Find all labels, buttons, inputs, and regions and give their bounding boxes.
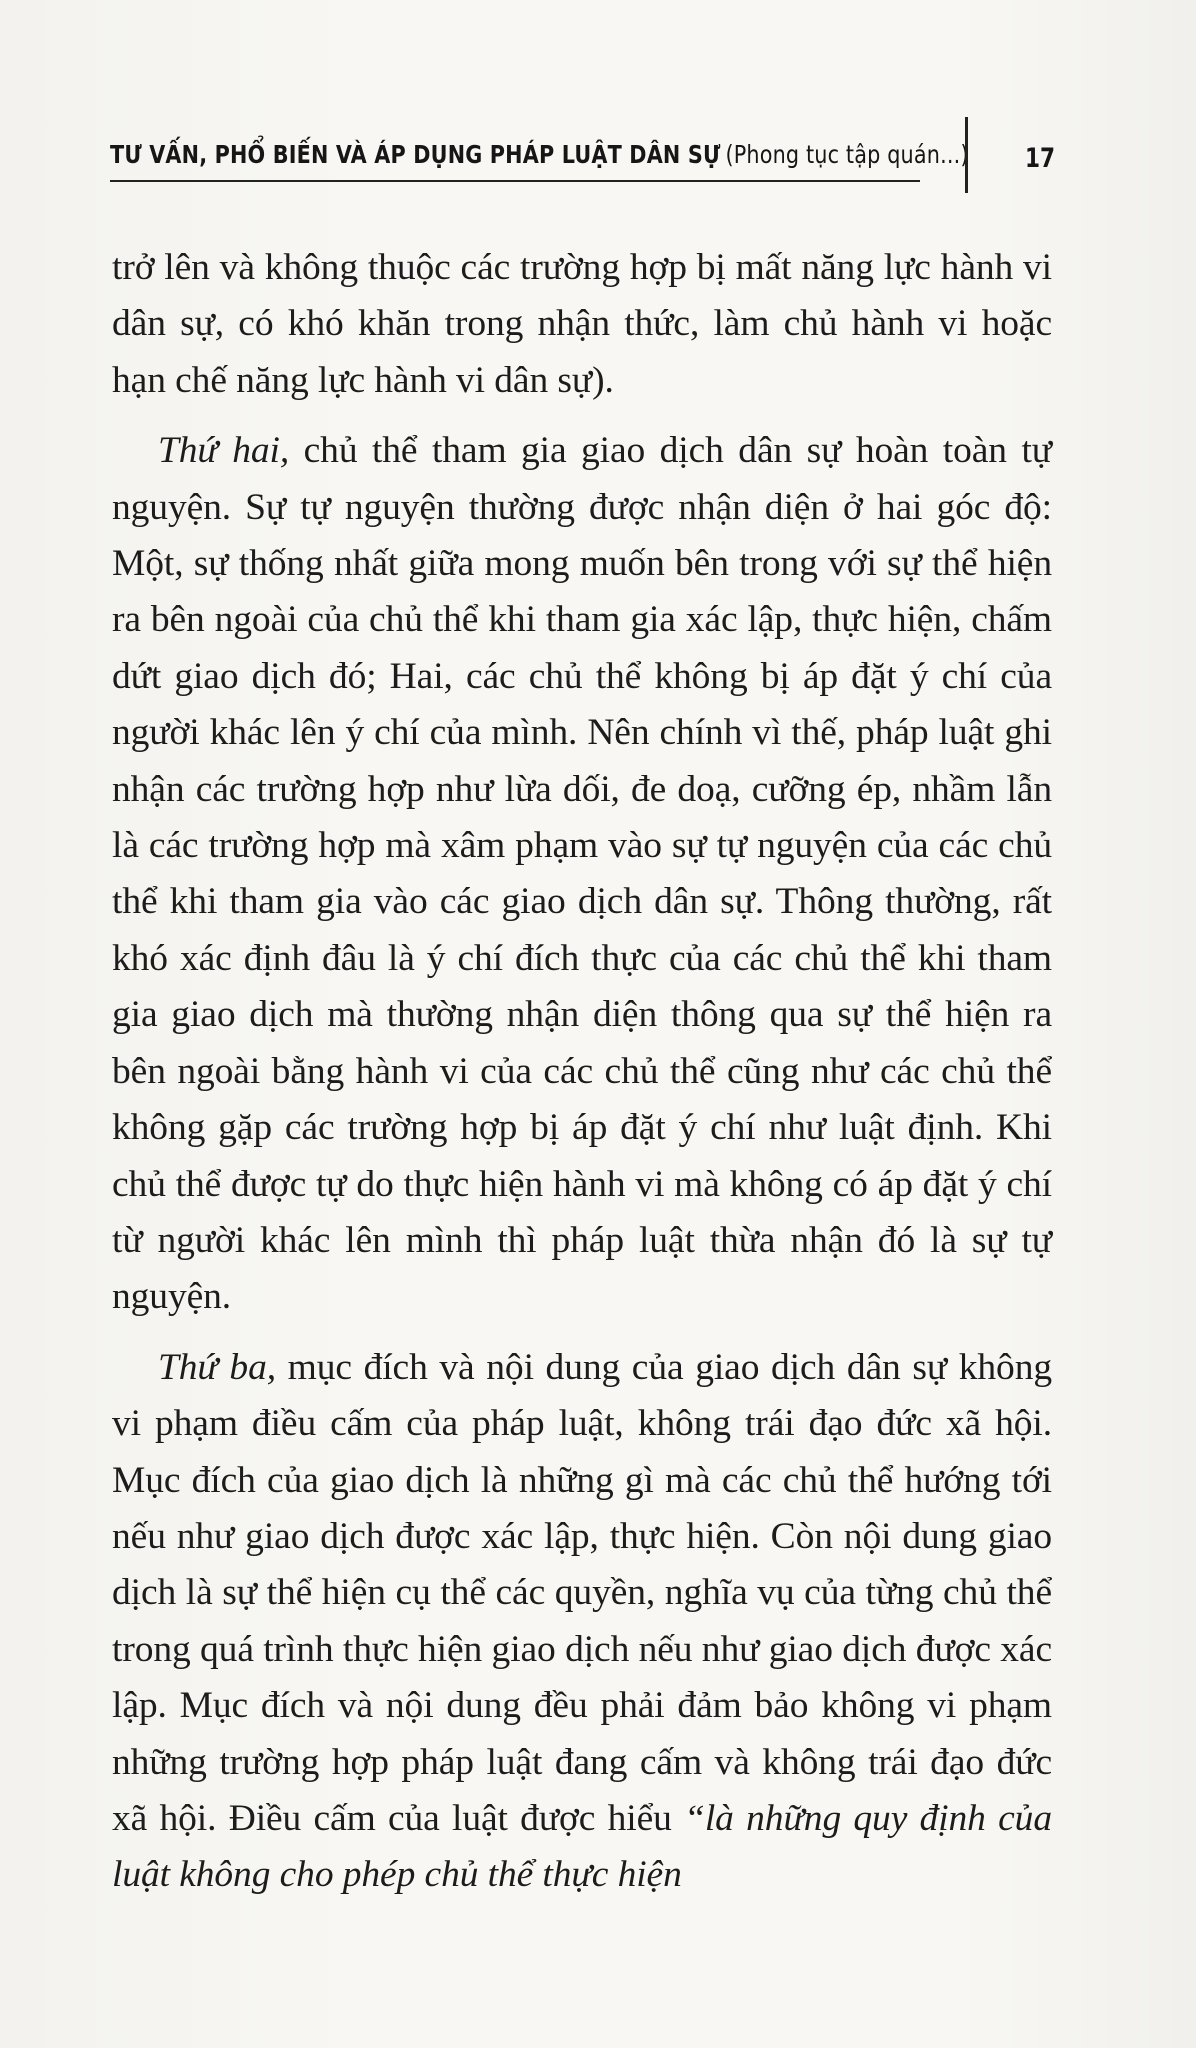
body-text <box>112 240 1052 1904</box>
paragraph-continuation <box>112 240 1052 409</box>
header-vertical-bar <box>965 117 968 193</box>
paragraph-lead: Thứ hai, <box>158 430 290 472</box>
running-title-subtitle: (Phong tục tập quán...) <box>725 140 969 169</box>
paragraph-thu-hai <box>112 423 1052 1326</box>
paragraph-quote: “là những quy định của luật không cho phép chủ thể thực hiện <box>112 1797 1052 1896</box>
header-rule <box>110 180 920 182</box>
paragraph-text: mục đích và nội dung của giao dịch dân sự không vi phạm điều cấm của pháp luật, không trái đạo đức xã hội. Mục đích của giao dịch là những gì mà các chủ thể hướng tới nếu như giao dịch được xác lập, thực hiện. Còn nội dung giao dịch là sự thể hiện cụ thể các quyền, nghĩa vụ của từng chủ thể trong quá trình thực hiện giao dịch nếu như giao dịch được xác lập. Mục đích và nội dung đều phải đảm bảo không vi phạm những trường hợp pháp luật đang cấm và không trái đạo đức xã hội. Điều cấm của luật được hiểu <box>112 1346 1052 1839</box>
running-title-caps: TƯ VẤN, PHỔ BIẾN VÀ ÁP DỤNG PHÁP LUẬT DÂN SỰ <box>110 140 721 169</box>
paragraph-text: trở lên và không thuộc các trường hợp bị mất năng lực hành vi dân sự, có khó khăn trong nhận thức, làm chủ hành vi hoặc hạn chế năng lực hành vi dân sự). <box>112 247 1052 401</box>
page-number: 17 <box>1025 143 1056 174</box>
paragraph-thu-ba <box>112 1340 1052 1904</box>
paragraph-lead: Thứ ba, <box>158 1346 276 1388</box>
paragraph-text: chủ thể tham gia giao dịch dân sự hoàn toàn tự nguyện. Sự tự nguyện thường được nhận diện ở hai góc độ: Một, sự thống nhất giữa mong muốn bên trong với sự thể hiện ra bên ngoài của chủ thể khi tham gia xác lập, thực hiện, chấm dứt giao dịch đó; Hai, các chủ thể không bị áp đặt ý chí của người khác lên ý chí của mình. Nên chính vì thế, pháp luật ghi nhận các trường hợp như lừa dối, đe doạ, cưỡng ép, nhầm lẫn là các trường hợp mà xâm phạm vào sự tự nguyện của các chủ thể khi tham gia vào các giao dịch dân sự. Thông thường, rất khó xác định đâu là ý chí đích thực của các chủ thể khi tham gia giao dịch mà thường nhận diện thông qua sự thể hiện ra bên ngoài bằng hành vi của các chủ thể cũng như các chủ thể không gặp các trường hợp bị áp đặt ý chí như luật định. Khi chủ thể được tự do thực hiện hành vi mà không có áp đặt ý chí từ người khác lên mình thì pháp luật thừa nhận đó là sự tự nguyện. <box>112 430 1052 1318</box>
running-title <box>110 140 969 169</box>
